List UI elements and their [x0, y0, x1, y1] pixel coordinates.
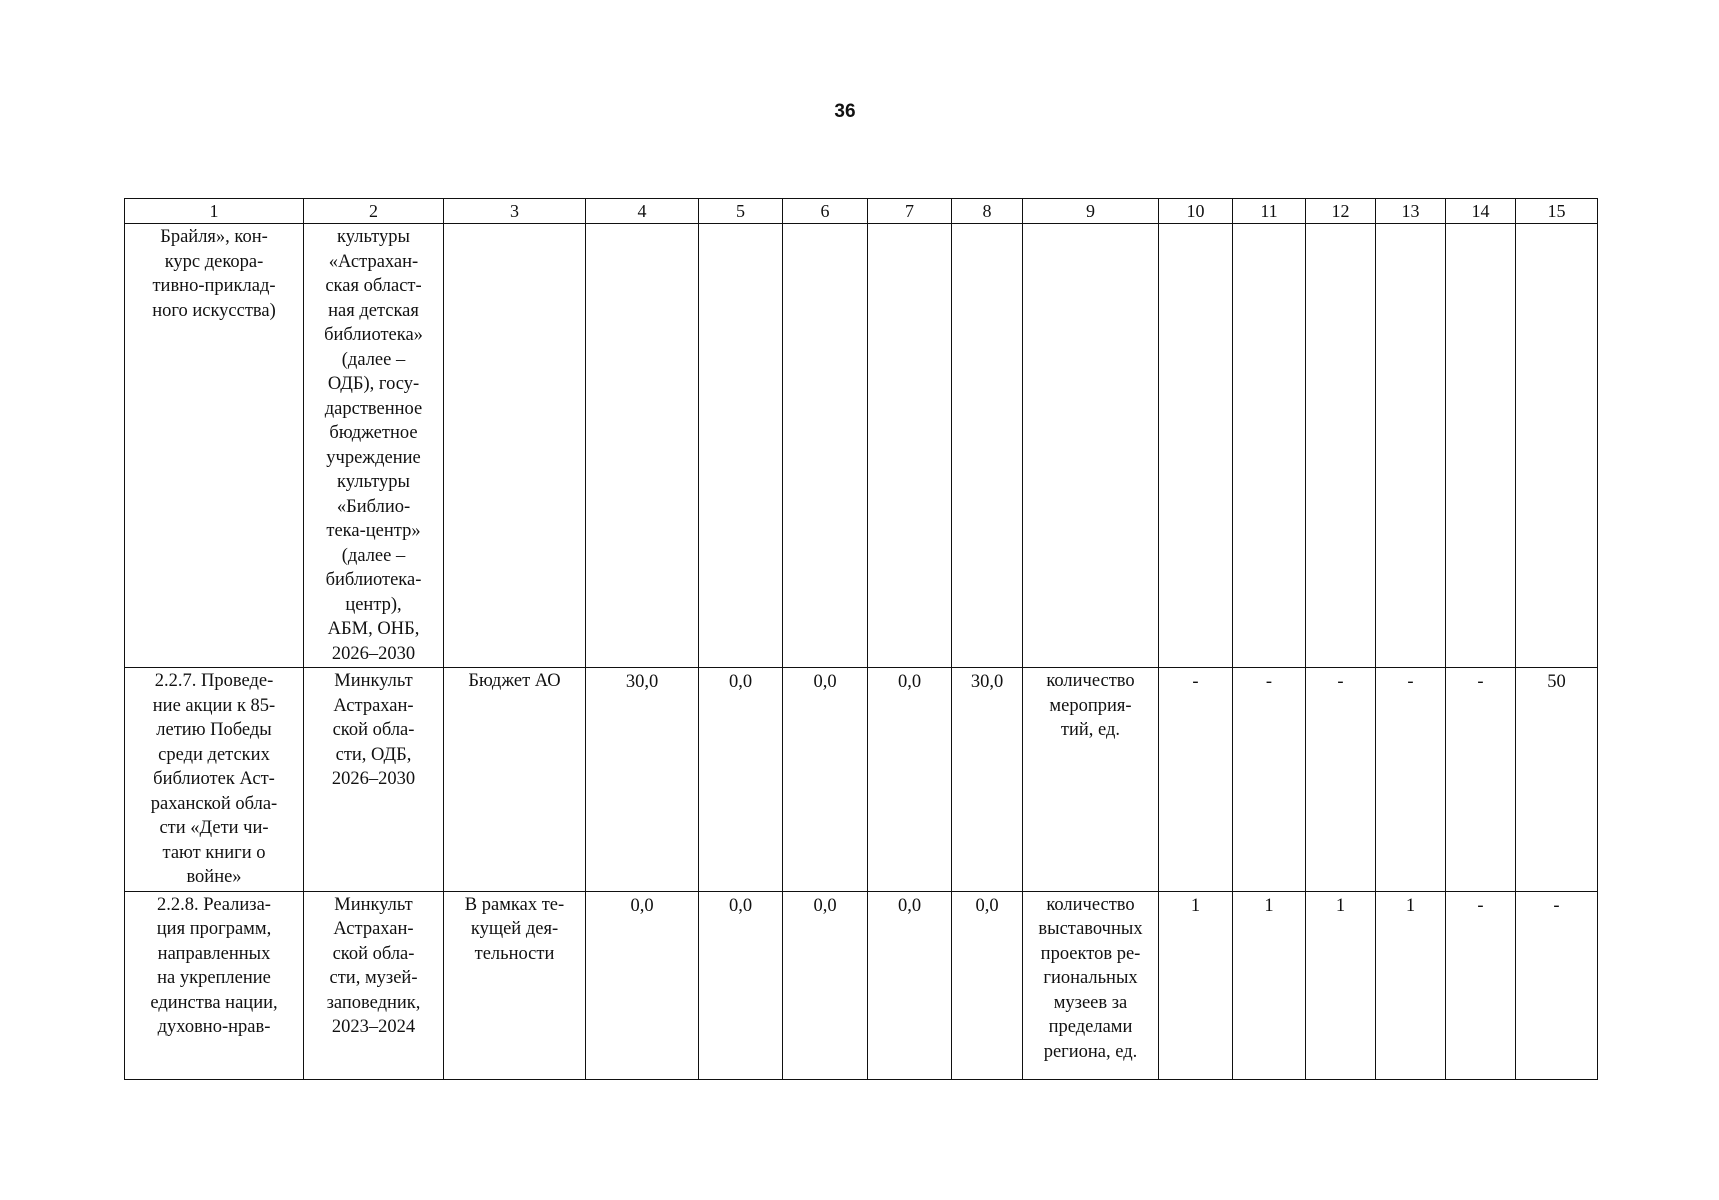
table-cell: 0,0 — [586, 891, 699, 1080]
page-number: 36 — [834, 101, 856, 122]
table-cell: 0,0 — [868, 891, 952, 1080]
table-cell — [1516, 224, 1598, 668]
table-cell — [444, 224, 586, 668]
table-cell: 1 — [1233, 891, 1306, 1080]
table-cell — [1023, 224, 1159, 668]
table-cell: - — [1376, 668, 1446, 892]
column-header-4: 4 — [586, 199, 699, 224]
column-header-13: 13 — [1376, 199, 1446, 224]
table-cell: 0,0 — [783, 668, 868, 892]
column-header-8: 8 — [952, 199, 1023, 224]
table-cell: 2.2.8. Реализа- ция программ, направленных на укрепление единства нации, духовно-нрав- — [125, 891, 304, 1080]
column-header-12: 12 — [1306, 199, 1376, 224]
column-header-3: 3 — [444, 199, 586, 224]
table-cell: 2.2.7. Проведе- ние акции к 85- летию Победы среди детских библиотек Аст- раханской обла- сти «Дети чи- тают книги о войне» — [125, 668, 304, 892]
column-header-6: 6 — [783, 199, 868, 224]
table-cell: Минкульт Астрахан- ской обла- сти, ОДБ, 2026–2030 — [304, 668, 444, 892]
table-cell: - — [1446, 668, 1516, 892]
table-cell — [699, 224, 783, 668]
table-cell: - — [1159, 668, 1233, 892]
table-cell: 50 — [1516, 668, 1598, 892]
table-cell: - — [1446, 891, 1516, 1080]
column-header-14: 14 — [1446, 199, 1516, 224]
table-cell — [1159, 224, 1233, 668]
table-cell: 0,0 — [699, 668, 783, 892]
table-cell: 1 — [1159, 891, 1233, 1080]
column-header-1: 1 — [125, 199, 304, 224]
column-header-15: 15 — [1516, 199, 1598, 224]
table-cell: 30,0 — [952, 668, 1023, 892]
table-cell: количество мероприя- тий, ед. — [1023, 668, 1159, 892]
table-cell: Минкульт Астрахан- ской обла- сти, музей- заповедник, 2023–2024 — [304, 891, 444, 1080]
table-row — [125, 668, 1598, 892]
table-cell: культуры «Астрахан- ская област- ная детская библиотека» (далее – ОДБ), госу- дарственное бюджетное учреждение культуры «Библио- тека-центр» (далее – библиотека- центр), АБМ, ОНБ, 2026–2030 — [304, 224, 444, 668]
table-cell — [586, 224, 699, 668]
table-cell — [783, 224, 868, 668]
column-header-10: 10 — [1159, 199, 1233, 224]
program-table — [124, 198, 1598, 1080]
table-cell: - — [1306, 668, 1376, 892]
table-cell — [1446, 224, 1516, 668]
table-cell — [1376, 224, 1446, 668]
table-cell — [1306, 224, 1376, 668]
table-cell: 0,0 — [868, 668, 952, 892]
column-header-5: 5 — [699, 199, 783, 224]
header-row — [125, 199, 1598, 224]
table-cell — [952, 224, 1023, 668]
table-cell: 0,0 — [952, 891, 1023, 1080]
table-row — [125, 224, 1598, 668]
table-cell: В рамках те- кущей дея- тельности — [444, 891, 586, 1080]
table-cell: 30,0 — [586, 668, 699, 892]
column-header-2: 2 — [304, 199, 444, 224]
table-cell: - — [1233, 668, 1306, 892]
table-cell: 0,0 — [783, 891, 868, 1080]
table-row — [125, 891, 1598, 1080]
table-cell: Брайля», кон- курс декора- тивно-приклад- ного искусства) — [125, 224, 304, 668]
table-cell: 1 — [1376, 891, 1446, 1080]
table-cell — [868, 224, 952, 668]
table-cell: 0,0 — [699, 891, 783, 1080]
table-cell — [1233, 224, 1306, 668]
column-header-11: 11 — [1233, 199, 1306, 224]
column-header-7: 7 — [868, 199, 952, 224]
table-cell: - — [1516, 891, 1598, 1080]
column-header-9: 9 — [1023, 199, 1159, 224]
table-cell: количество выставочных проектов ре- гиональных музеев за пределами региона, ед. — [1023, 891, 1159, 1080]
table-cell: Бюджет АО — [444, 668, 586, 892]
table-cell: 1 — [1306, 891, 1376, 1080]
